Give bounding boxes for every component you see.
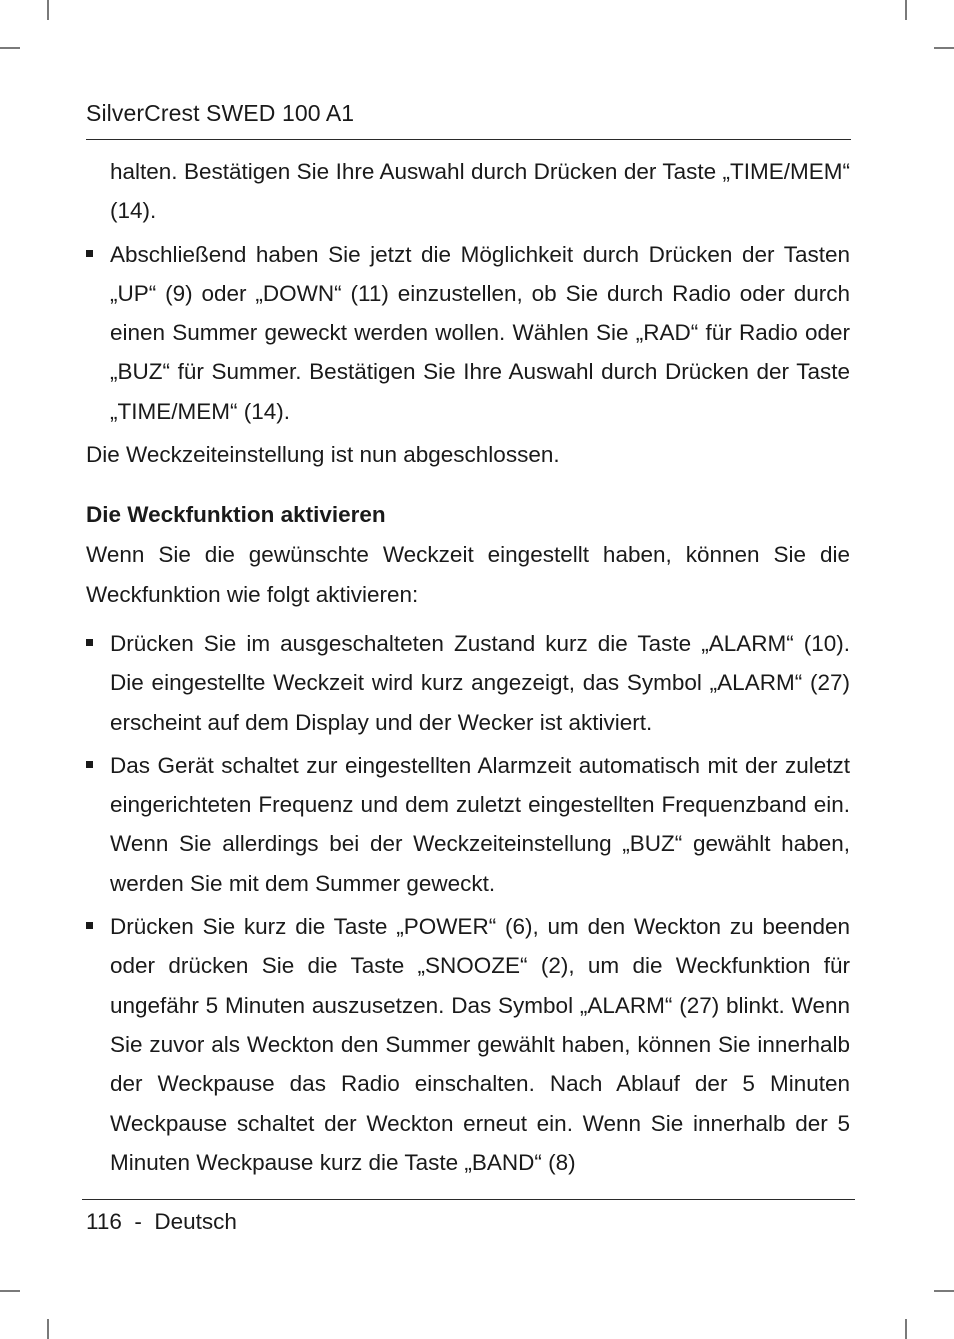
crop-mark	[47, 1319, 49, 1339]
bullet-square-icon	[86, 639, 93, 646]
list-item	[86, 746, 850, 903]
list-item-text: Abschließend haben Sie jetzt die Möglichkeit durch Drücken der Tasten „UP“ (9) oder „DOWN“ (11) einzustellen, ob Sie durch Radio oder durch einen Summer geweckt werden wollen. Wählen Sie „RAD“ für Radio oder „BUZ“ für Summer. Bestätigen Sie Ihre Auswahl durch Drücken der Taste „TIME/MEM“ (14).	[110, 241, 850, 424]
crop-mark	[0, 1290, 20, 1292]
footer-language: Deutsch	[154, 1209, 237, 1234]
closing-paragraph: Die Weckzeiteinstellung ist nun abgeschlossen.	[86, 442, 560, 468]
crop-mark	[934, 47, 954, 49]
crop-mark	[905, 0, 907, 20]
section-heading: Die Weckfunktion aktivieren	[86, 502, 386, 528]
footer-rule	[82, 1199, 855, 1200]
list-item-text: Drücken Sie im ausgeschalteten Zustand kurz die Taste „ALARM“ (10). Die eingestellte Weckzeit wird kurz angezeigt, das Symbol „ALARM“ (27) erscheint auf dem Display und der Wecker ist aktiviert.	[110, 630, 850, 735]
crop-mark	[0, 47, 20, 49]
list-item-text: Das Gerät schaltet zur eingestellten Alarmzeit automatisch mit der zuletzt eingerichteten Frequenz und dem zuletzt eingestellten Frequenzband ein. Wenn Sie allerdings bei der Weckzeiteinstellung „BUZ“ gewählt haben, werden Sie mit dem Summer geweckt.	[110, 752, 850, 896]
page-footer	[86, 1207, 237, 1237]
list-item	[86, 907, 850, 1182]
running-header: SilverCrest SWED 100 A1	[86, 100, 355, 126]
footer-separator: -	[134, 1209, 142, 1234]
continuation-paragraph: halten. Bestätigen Sie Ihre Auswahl durch Drücken der Taste „TIME/MEM“ (14).	[110, 159, 850, 224]
list-item	[86, 624, 850, 742]
crop-mark	[934, 1290, 954, 1292]
bullet-square-icon	[86, 922, 93, 929]
bullet-square-icon	[86, 250, 93, 257]
bullet-square-icon	[86, 761, 93, 768]
list-item	[86, 235, 850, 431]
intro-paragraph: Wenn Sie die gewünschte Weckzeit eingestellt haben, können Sie die Weckfunktion wie folgt aktivieren:	[86, 542, 850, 607]
page-body	[86, 152, 850, 1182]
crop-mark	[905, 1319, 907, 1339]
page-number: 116	[86, 1209, 122, 1234]
crop-mark	[47, 0, 49, 20]
list-item-text: Drücken Sie kurz die Taste „POWER“ (6), um den Weckton zu beenden oder drücken Sie die Taste „SNOOZE“ (2), um die Weckfunktion für ungefähr 5 Minuten auszusetzen. Das Symbol „ALARM“ (27) blinkt. Wenn Sie zuvor als Weckton den Summer gewählt haben, können Sie innerhalb der Weckpause das Radio einschalten. Nach Ablauf der 5 Minuten Weckpause schaltet der Weckton erneut ein. Wenn Sie innerhalb der 5 Minuten Weckpause kurz die Taste „BAND“ (8)	[110, 914, 850, 1175]
header-rule	[86, 139, 851, 140]
